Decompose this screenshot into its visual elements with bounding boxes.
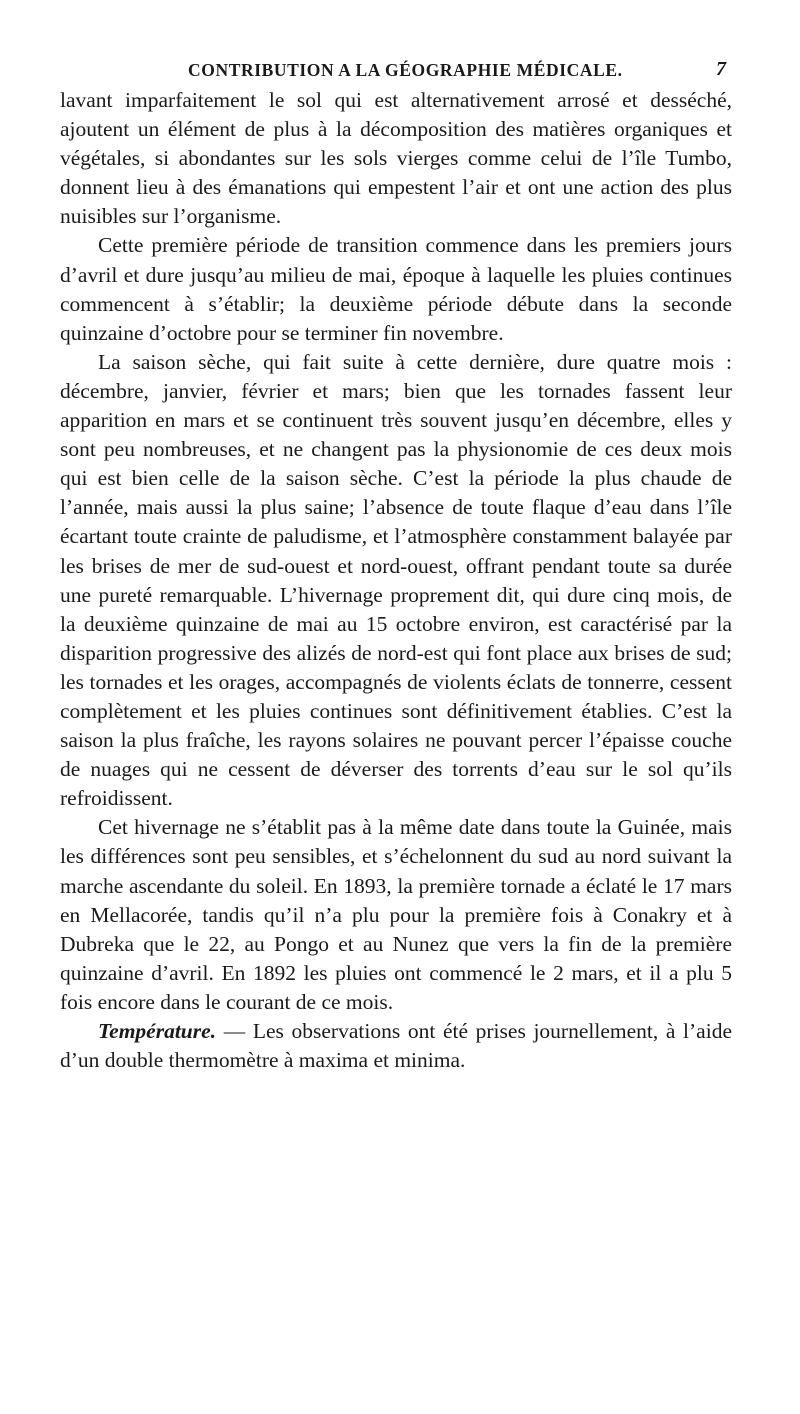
paragraph-temperature [60,1017,732,1075]
paragraph-rainy-season: Cet hivernage ne s’établit pas à la même date dans toute la Guinée, mais les différences sont peu sensibles, et s’échelonnent du sud au nord suivant la marche ascendante du soleil. En 1893, la première tornade a éclaté le 17 mars en Mellacorée, tandis qu’il n’a plu pour la première fois à Conakry et à Dubreka que le 22, au Pongo et au Nunez que vers la fin de la première quinzaine d’avril. En 1892 les pluies ont commencé le 2 mars, et il a plu 5 fois encore dans le courant de ce mois. [60,815,732,1014]
body-text [60,86,732,1075]
paragraph-continuation: lavant imparfaitement le sol qui est alternativement arrosé et desséché, ajoutent un élément de plus à la décomposition des matières organiques et végétales, si abondantes sur les sols vierges comme celui de l’île Tumbo, donnent lieu à des émanations qui empestent l’air et ont une action des plus nuisibles sur l’organisme. [60,88,732,229]
paragraph-dry-season: La saison sèche, qui fait suite à cette dernière, dure quatre mois : décembre, janvier, février et mars; bien que les tornades fassent leur apparition en mars et se continuent très souvent jusqu’en décembre, elles y sont peu nombreuses, et ne changent pas la physionomie de ces deux mois qui est bien celle de la saison sèche. C’est la période la plus chaude de l’année, mais aussi la plus saine; l’absence de toute flaque d’eau dans l’île écartant toute crainte de paludisme, et l’atmosphère constamment balayée par les brises de mer de sud-ouest et nord-ouest, offrant pendant toute sa durée une pureté remarquable. L’hivernage proprement dit, qui dure cinq mois, de la deuxième quinzaine de mai au 15 octobre environ, est caractérisé par la disparition progressive des alizés de nord-est qui font place aux brises de sud; les tornades et les orages, accompagnés de violents éclats de tonnerre, cessent complètement et les pluies continues sont définitivement établies. C’est la saison la plus fraîche, les rayons solaires ne pouvant percer l’épaisse couche de nuages qui ne cessent de déverser des torrents d’eau sur le sol qu’ils refroidissent. [60,349,732,811]
paragraph-transition-period: Cette première période de transition commence dans les premiers jours d’avril et dure jusqu’au milieu de mai, époque à laquelle les pluies continues commencent à s’établir; la deuxième période débute dans la seconde quinzaine d’octobre pour se terminer fin novembre. [60,233,732,345]
running-head [60,56,732,86]
running-title: CONTRIBUTION A LA GÉOGRAPHIE MÉDICALE. [188,60,623,80]
section-heading-temperature: Température. [98,1019,217,1043]
temperature-text: — Les observations ont été prises journellement, à l’aide d’un double thermomètre à maxima et minima. [60,1019,732,1073]
book-page [60,0,732,1414]
page-number: 7 [716,58,726,80]
